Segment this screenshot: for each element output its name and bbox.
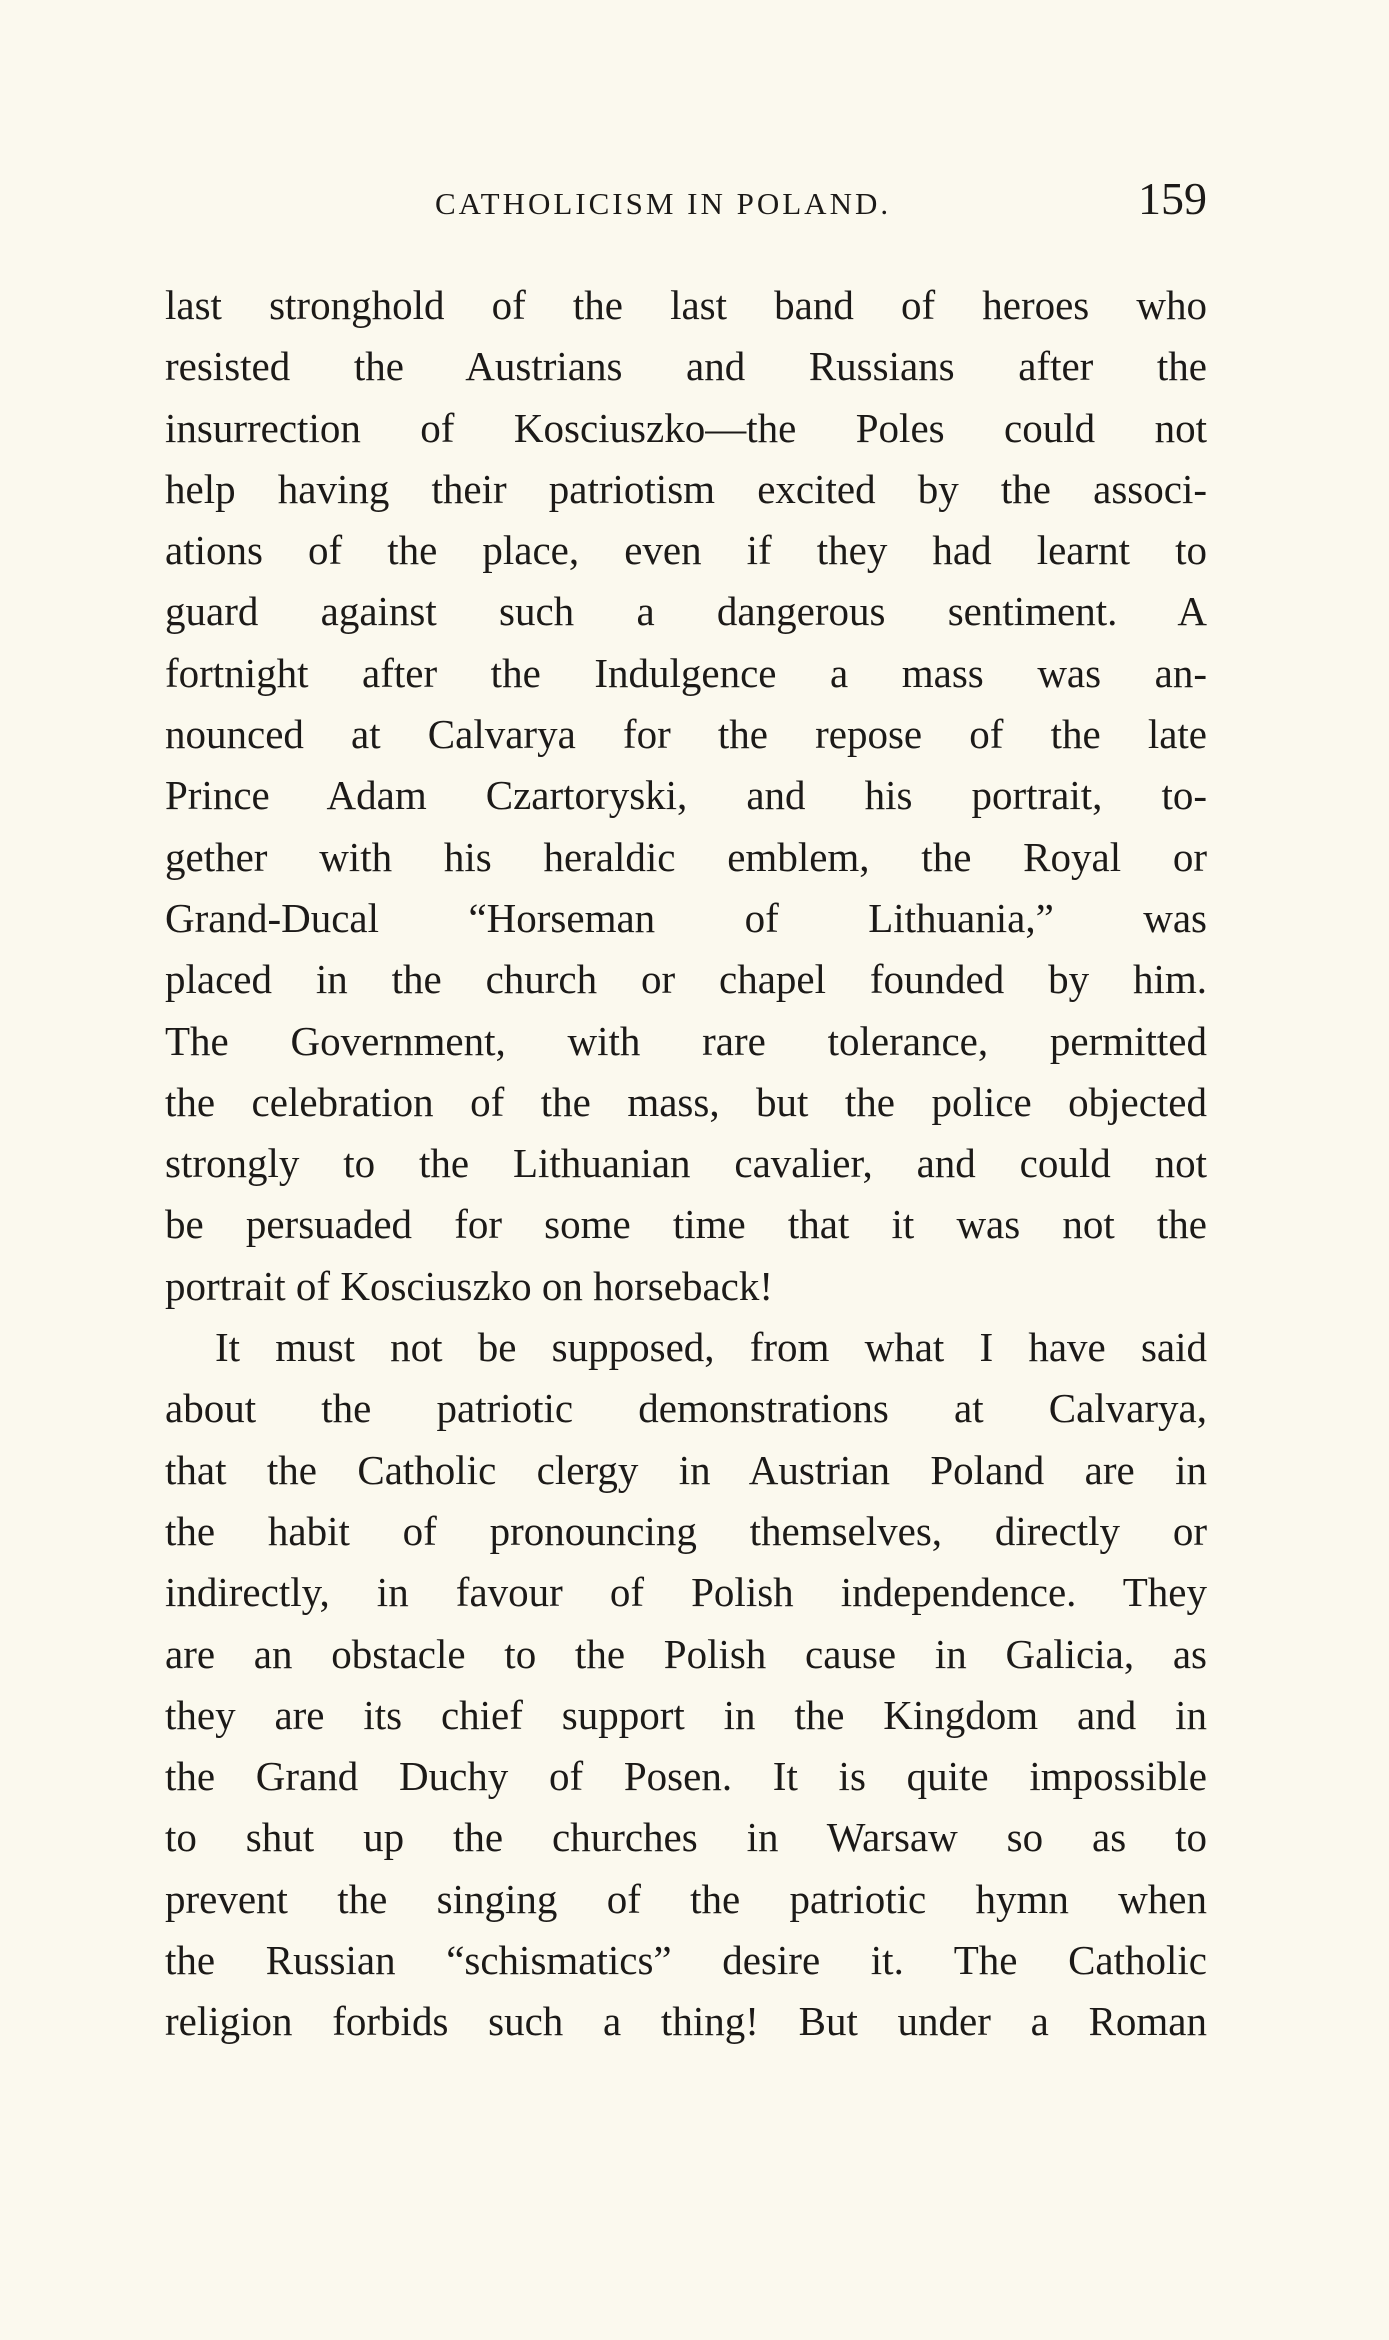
text-line: to shut up the churches in Warsaw so as to <box>165 1814 1207 1861</box>
paragraph-end-line: portrait of Kosciuszko on horseback! <box>165 1262 773 1309</box>
text-line: gether with his heraldic emblem, the Royal or <box>165 833 1207 880</box>
text-line: last stronghold of the last band of heroes who <box>165 282 1207 328</box>
text-line: are an obstacle to the Polish cause in Galicia, as <box>165 1630 1207 1677</box>
text-line: the celebration of the mass, but the police objected <box>165 1078 1207 1125</box>
running-title: CATHOLICISM IN POLAND. <box>435 186 892 221</box>
text-line: indirectly, in favour of Polish independence. They <box>165 1569 1207 1616</box>
text-line: insurrection of Kosciuszko—the Poles could not <box>165 404 1207 451</box>
text-line: that the Catholic clergy in Austrian Poland are in <box>165 1446 1207 1493</box>
text-line: strongly to the Lithuanian cavalier, and could not <box>165 1140 1207 1187</box>
text-line: about the patriotic demonstrations at Calvarya, <box>165 1385 1207 1432</box>
text-line: religion forbids such a thing! But under a Roman <box>165 1998 1207 2045</box>
text-line: be persuaded for some time that it was not the <box>165 1201 1207 1248</box>
text-line: placed in the church or chapel founded by him. <box>165 956 1207 1003</box>
text-line: ations of the place, even if they had learnt to <box>165 527 1207 574</box>
text-line: The Government, with rare tolerance, permitted <box>165 1017 1207 1064</box>
text-line: the habit of pronouncing themselves, directly or <box>165 1507 1207 1554</box>
paragraph-start-line: It must not be supposed, from what I have said <box>215 1324 1207 1371</box>
text-line: the Grand Duchy of Posen. It is quite impossible <box>165 1753 1207 1800</box>
text-line: Prince Adam Czartoryski, and his portrait, to- <box>165 772 1207 819</box>
text-line: fortnight after the Indulgence a mass was an- <box>165 649 1207 696</box>
text-line: they are its chief support in the Kingdom and in <box>165 1691 1207 1738</box>
text-line: help having their patriotism excited by the associ- <box>165 465 1207 512</box>
body-text <box>165 275 1207 2053</box>
running-head <box>165 172 1207 232</box>
text-line: nounced at Calvarya for the repose of the late <box>165 711 1207 758</box>
text-line: the Russian “schismatics” desire it. The Catholic <box>165 1937 1207 1984</box>
page-number: 159 <box>1138 173 1207 224</box>
text-line: prevent the singing of the patriotic hymn when <box>165 1875 1207 1922</box>
text-line: resisted the Austrians and Russians after the <box>165 343 1207 390</box>
text-line: Grand-Ducal “Horseman of Lithuania,” was <box>165 894 1207 941</box>
text-line: guard against such a dangerous sentiment. A <box>165 588 1207 635</box>
